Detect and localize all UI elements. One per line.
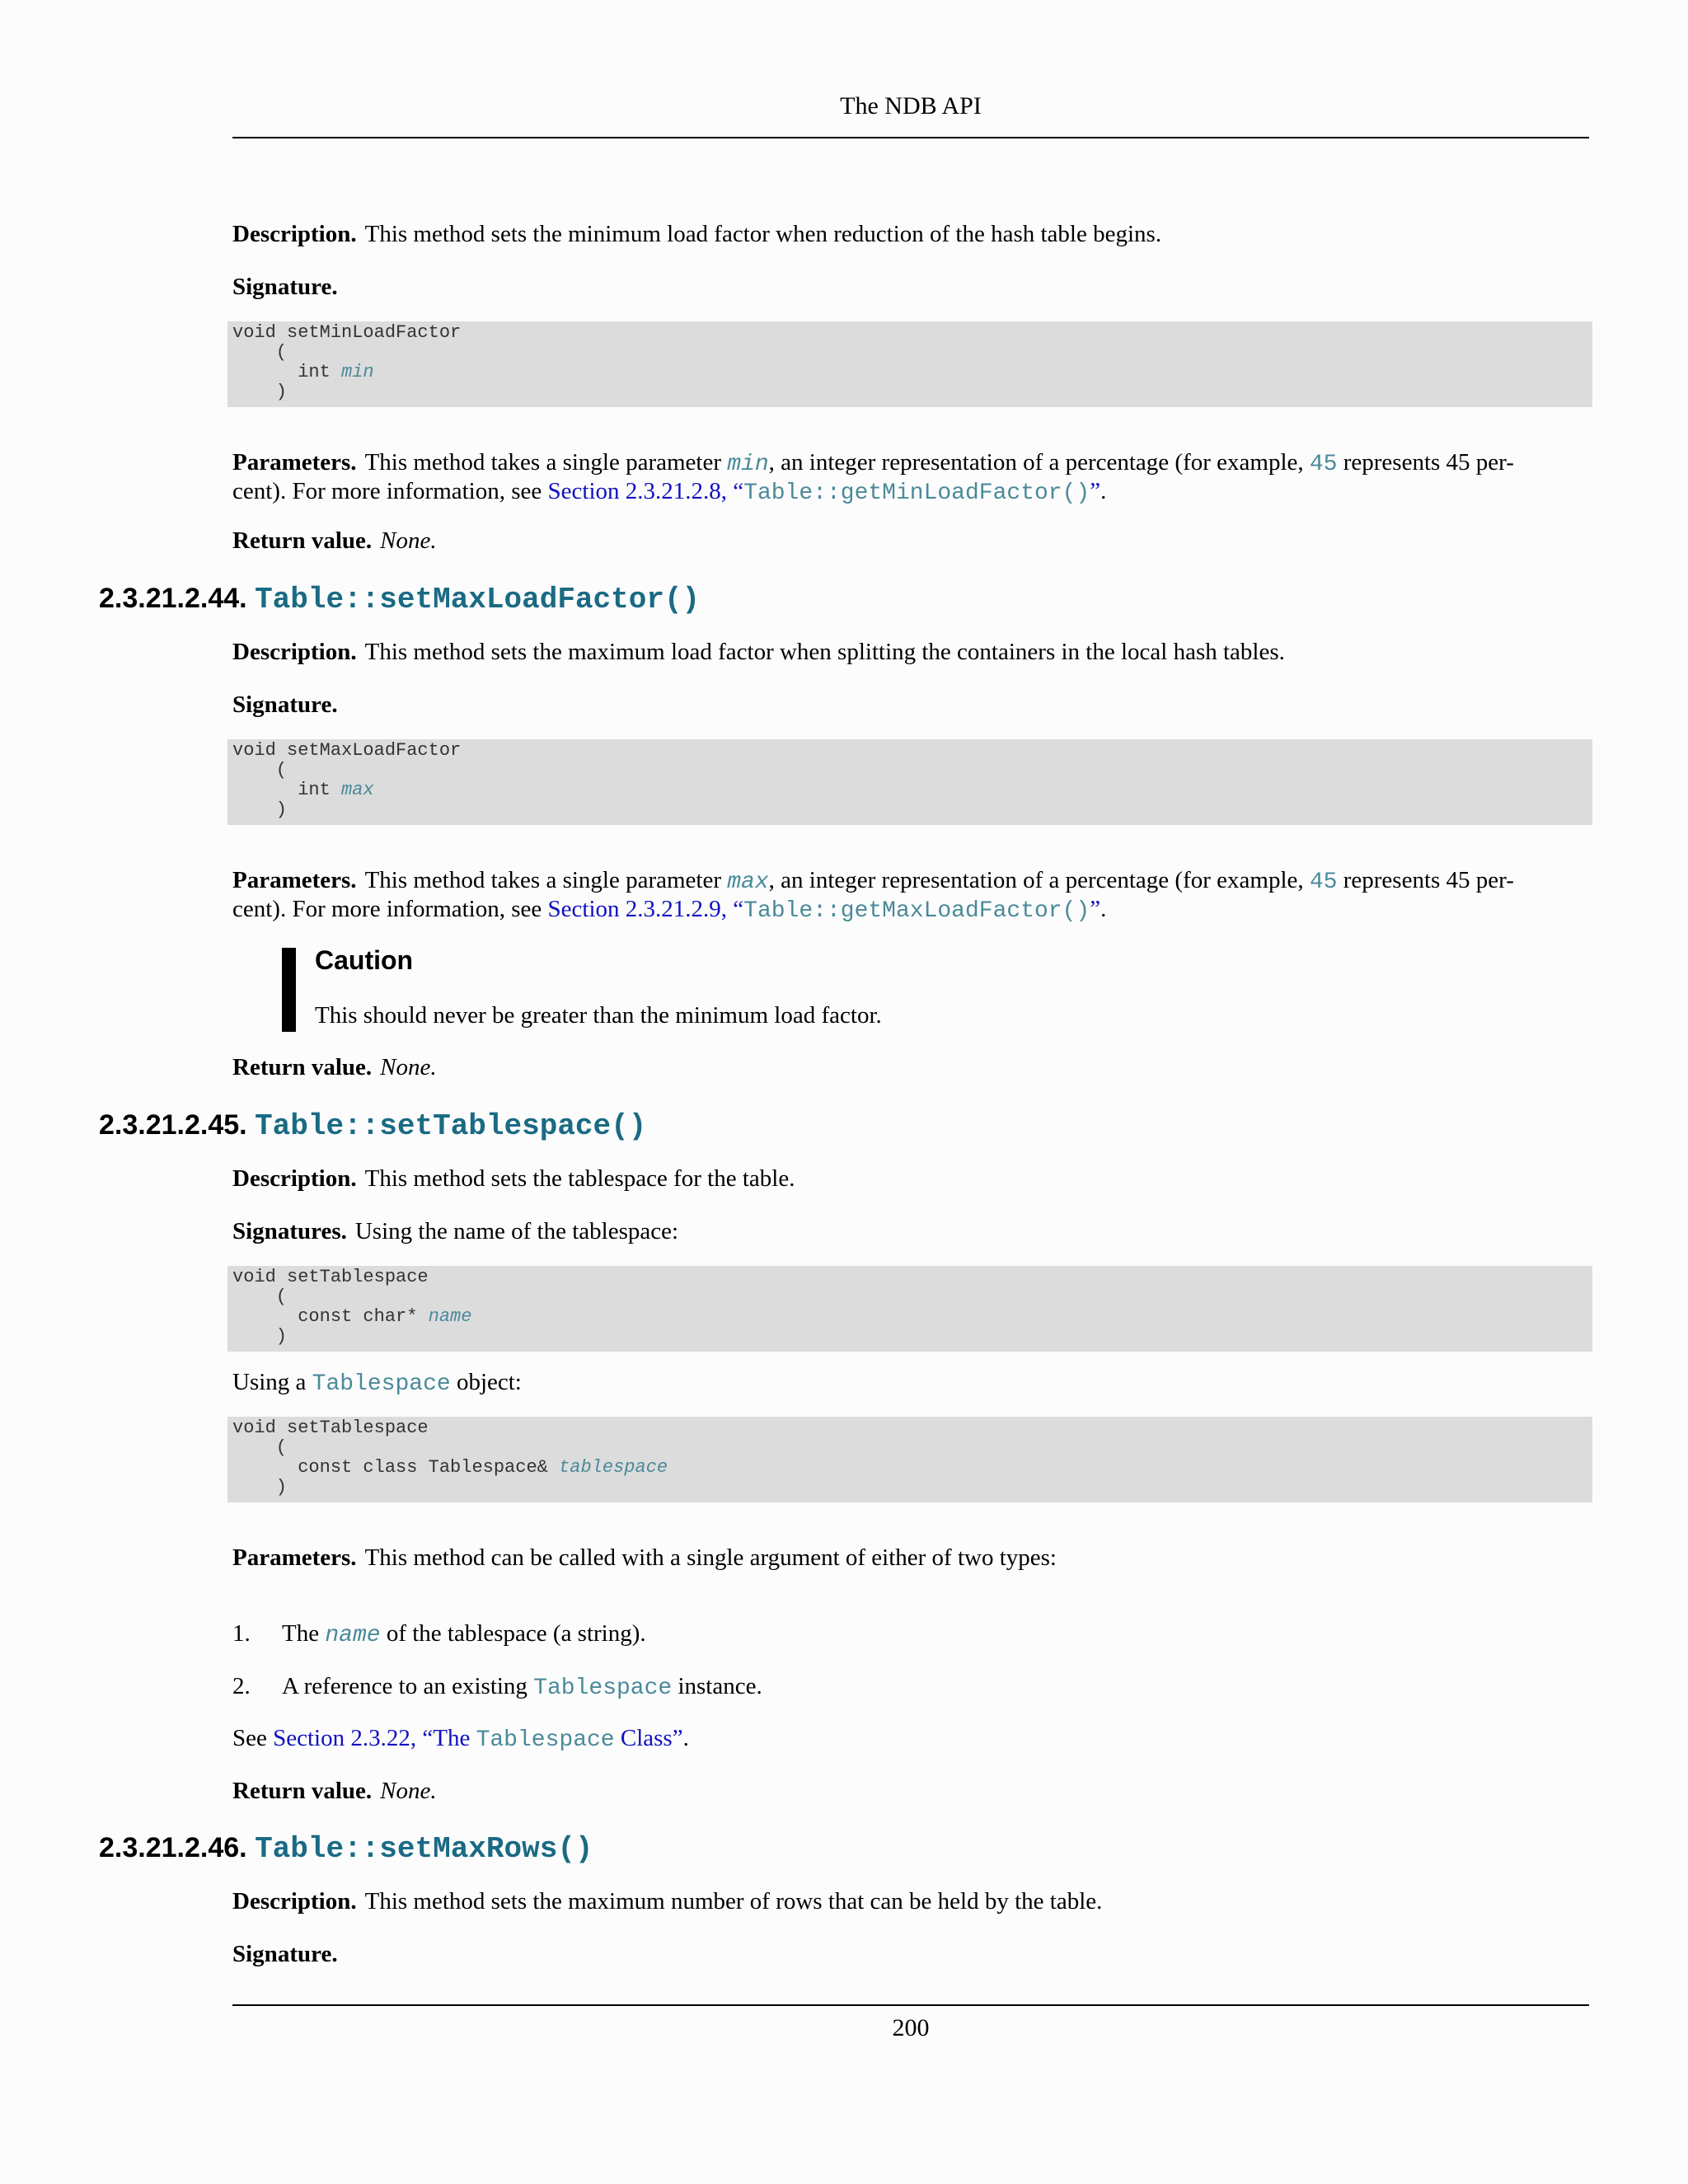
s46-heading	[99, 1831, 593, 1866]
return-value-label: Return value.	[232, 1778, 373, 1804]
text: cent). For more information, see	[232, 478, 548, 504]
section-link[interactable]	[548, 896, 1101, 922]
example-value: 45	[1309, 452, 1338, 477]
s46-description-text: This method sets the maximum number of rows that can be held by the table.	[364, 1888, 1103, 1915]
s45-heading	[99, 1108, 646, 1143]
s45-description-text: This method sets the tablespace for the table.	[364, 1165, 795, 1192]
list-item	[282, 1673, 762, 1701]
s43-parameters	[232, 449, 1584, 507]
param-name: max	[727, 869, 769, 895]
text: .	[682, 1725, 689, 1751]
code-param: tablespace	[559, 1457, 668, 1478]
text: A reference to an existing	[282, 1673, 534, 1699]
s45-using-tablespace	[232, 1369, 1584, 1398]
s43-return-value	[232, 527, 1584, 555]
page-number: 200	[892, 2014, 930, 2041]
section-title: Table::setMaxRows()	[255, 1832, 593, 1866]
text: represents 45 per-	[1337, 449, 1514, 476]
text: This method takes a single parameter	[364, 867, 728, 893]
code-ref: Tablespace	[533, 1675, 673, 1701]
code-line: void setMaxLoadFactor	[232, 740, 462, 761]
param-name: name	[325, 1623, 381, 1648]
code-line: void setMinLoadFactor	[232, 322, 462, 343]
s45-return-value	[232, 1778, 1584, 1805]
code-line: )	[232, 1477, 288, 1497]
text: of the tablespace (a string).	[380, 1620, 646, 1647]
text: , an integer representation of a percentage (for example,	[768, 449, 1310, 476]
caution-text: This should never be greater than the minimum load factor.	[315, 1002, 882, 1029]
s44-description	[232, 639, 1584, 666]
s44-code-block	[227, 739, 1592, 825]
code-line: )	[232, 382, 288, 402]
caution-title: Caution	[315, 945, 414, 975]
return-value-label: Return value.	[232, 1054, 373, 1080]
param-name: min	[727, 452, 769, 477]
description-label: Description.	[232, 639, 357, 665]
link-text: Class”	[614, 1725, 683, 1751]
link-text: Section 2.3.21.2.8, “	[547, 478, 744, 504]
parameters-label: Parameters.	[232, 867, 357, 893]
link-text: Section 2.3.22, “The	[273, 1725, 476, 1751]
text: instance.	[672, 1673, 762, 1699]
text: This method takes a single parameter	[364, 449, 728, 476]
s44-return-value	[232, 1054, 1584, 1081]
return-none: None.	[380, 1054, 437, 1080]
code-ref: Tablespace	[312, 1371, 451, 1397]
s44-heading	[99, 582, 700, 616]
signature-label: Signature.	[232, 691, 338, 718]
s45-description	[232, 1165, 1584, 1193]
return-value-label: Return value.	[232, 527, 373, 554]
s46-signature-label	[232, 1941, 1584, 1968]
text: .	[1100, 478, 1107, 504]
text: , an integer representation of a percentage (for example,	[768, 867, 1310, 893]
link-text: ”	[1090, 478, 1101, 504]
section-number: 2.3.21.2.46.	[99, 1832, 247, 1863]
description-label: Description.	[232, 1165, 357, 1192]
s43-code-block	[227, 321, 1592, 407]
code-line: const char*	[232, 1306, 429, 1327]
s46-description	[232, 1888, 1584, 1915]
s43-signature-label	[232, 274, 1584, 301]
signatures-text: Using the name of the tablespace:	[354, 1218, 679, 1244]
text: cent). For more information, see	[232, 896, 548, 922]
s45-signatures	[232, 1218, 1584, 1245]
text: .	[1100, 896, 1107, 922]
text: The	[282, 1620, 326, 1647]
s45-parameters	[232, 1544, 1584, 1572]
s44-parameters	[232, 867, 1584, 925]
section-number: 2.3.21.2.44.	[99, 583, 247, 614]
s45-code-block-1	[227, 1266, 1592, 1352]
code-line: )	[232, 1326, 288, 1347]
signature-label: Signature.	[232, 1941, 338, 1967]
list-item-number: 1.	[232, 1620, 251, 1647]
code-line: (	[232, 342, 288, 363]
s43-description-text: This method sets the minimum load factor when reduction of the hash table begins.	[364, 221, 1162, 247]
code-line: (	[232, 1437, 288, 1458]
signatures-label: Signatures.	[232, 1218, 347, 1244]
code-param: max	[341, 780, 374, 800]
link-code: Tablespace	[476, 1727, 615, 1753]
s43-description	[232, 221, 1584, 248]
code-param: min	[341, 362, 374, 382]
tablespace-class-link[interactable]	[273, 1725, 682, 1751]
code-line: int	[232, 780, 342, 800]
caution-bar	[282, 948, 296, 1032]
text: Using a	[232, 1369, 312, 1395]
text: represents 45 per-	[1337, 867, 1514, 893]
list-item-number: 2.	[232, 1673, 251, 1699]
return-none: None.	[380, 1778, 437, 1804]
section-number: 2.3.21.2.45.	[99, 1109, 247, 1141]
text: This method can be called with a single argument of either of two types:	[364, 1544, 1057, 1571]
footer-rule	[232, 2004, 1589, 2006]
code-line: (	[232, 760, 288, 780]
s44-signature-label	[232, 691, 1584, 719]
link-text: Section 2.3.21.2.9, “	[547, 896, 744, 922]
signature-label: Signature.	[232, 274, 338, 300]
return-none: None.	[380, 527, 437, 554]
s45-see-also	[232, 1725, 1584, 1754]
s45-code-block-2	[227, 1417, 1592, 1502]
parameters-label: Parameters.	[232, 1544, 357, 1571]
section-title: Table::setTablespace()	[255, 1109, 647, 1143]
code-param: name	[428, 1306, 472, 1327]
text: See	[232, 1725, 274, 1751]
section-link[interactable]	[548, 478, 1101, 504]
link-text: ”	[1090, 896, 1101, 922]
code-line: void setTablespace	[232, 1267, 429, 1287]
description-label: Description.	[232, 1888, 357, 1915]
page-header-title: The NDB API	[840, 92, 982, 120]
link-code: Table::getMaxLoadFactor()	[743, 898, 1090, 924]
example-value: 45	[1309, 869, 1338, 895]
code-line: )	[232, 799, 288, 820]
description-label: Description.	[232, 221, 357, 247]
list-item	[282, 1620, 646, 1648]
s44-description-text: This method sets the maximum load factor when splitting the containers in the local hash tables.	[364, 639, 1285, 665]
code-line: const class Tablespace&	[232, 1457, 560, 1478]
section-title: Table::setMaxLoadFactor()	[255, 583, 701, 616]
text: object:	[450, 1369, 522, 1395]
code-line: (	[232, 1286, 288, 1307]
parameters-label: Parameters.	[232, 449, 357, 476]
link-code: Table::getMinLoadFactor()	[743, 480, 1090, 506]
code-line: void setTablespace	[232, 1418, 429, 1438]
header-rule	[232, 137, 1589, 138]
code-line: int	[232, 362, 342, 382]
